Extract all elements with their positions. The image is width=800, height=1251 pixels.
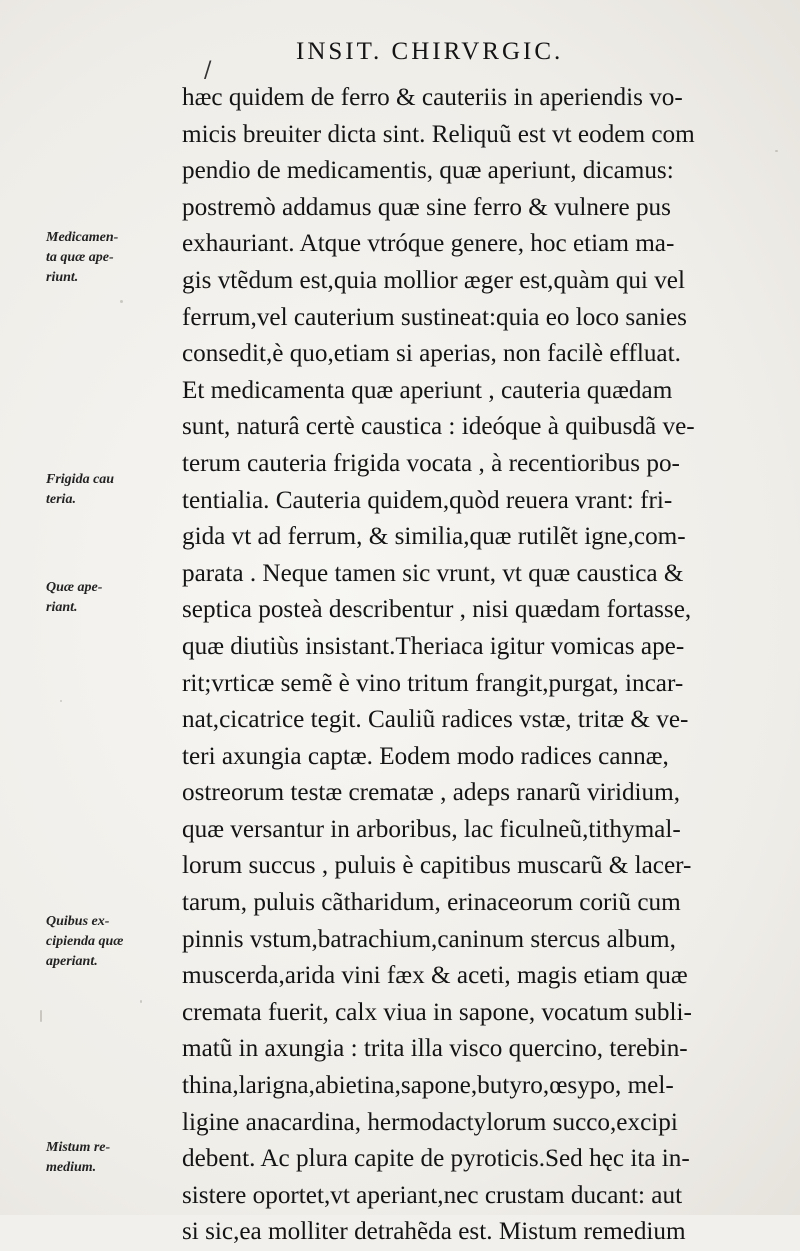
text-line: Et medicamenta quæ aperiunt , cauteria quædam — [182, 376, 673, 404]
text-line: cremata fuerit, calx viua in sapone, vocatum subli- — [182, 998, 692, 1026]
header-ornament: / — [204, 58, 212, 83]
text-line: teri axungia captæ. Eodem modo radices cannæ, — [182, 742, 669, 770]
margin-note-line: Quibus ex- — [46, 914, 110, 929]
text-line: terum cauteria frigida vocata , à recentioribus po- — [182, 449, 680, 477]
margin-note-quae-aperiant — [46, 578, 178, 618]
running-title: INSIT. CHIRVRGIC. — [296, 38, 564, 65]
margin-note-line: riunt. — [46, 270, 79, 285]
text-line: muscerda,arida vini fæx & aceti, magis etiam quæ — [182, 962, 688, 990]
margin-note-quibus — [46, 912, 178, 972]
text-line: ostreorum testæ crematæ , adeps ranarũ viridium, — [182, 779, 681, 807]
text-line: postremò addamus quæ sine ferro & vulnere pus — [182, 193, 671, 221]
text-line: quæ diutiùs insistant.Theriaca igitur vomicas ape- — [182, 632, 685, 660]
margin-note-line: aperiant. — [46, 954, 98, 969]
text-line: tentialia. Cauteria quidem,quòd reuera vrant: fri- — [182, 486, 673, 514]
text-line: thina,larigna,abietina,sapone,butyro,œsypo, mel- — [182, 1072, 674, 1100]
text-line: micis breuiter dicta sint. Reliquũ est vt eodem com — [182, 120, 695, 148]
text-line: debent. Ac plura capite de pyroticis.Sed hęc ita in- — [182, 1145, 690, 1173]
text-line: sunt, naturâ certè caustica : ideóque à quibusdã ve- — [182, 413, 695, 441]
text-line: hæc quidem de ferro & cauteriis in aperiendis vo- — [182, 84, 683, 111]
margin-note-line: Quæ ape- — [46, 580, 103, 595]
text-line: lorum succus , puluis è capitibus muscarũ & lacer- — [182, 852, 692, 880]
margin-note-line: medium. — [46, 1160, 97, 1175]
margin-note-line: Frigida cau — [46, 472, 115, 487]
margin-note-line: ta quæ ape- — [46, 250, 114, 265]
text-line: gida vt ad ferrum, & similia,quæ rutilẽt igne,com- — [182, 523, 686, 551]
margin-note-mistum — [46, 1138, 178, 1178]
margin-note-line: Medicamen- — [46, 230, 119, 245]
text-line: nat,cicatrice tegit. Cauliũ radices vstæ, tritæ & ve- — [182, 706, 689, 734]
text-line: exhauriant. Atque vtróque genere, hoc etiam ma- — [182, 230, 675, 258]
margin-note-line: riant. — [46, 600, 78, 615]
text-line: tarum, puluis cãtharidum, erinaceorum coriũ cum — [182, 889, 681, 917]
text-line: consedit,è quo,etiam si aperias, non facilè effluat. — [182, 340, 681, 368]
text-line: ligine anacardina, hermodactylorum succo,excipi — [182, 1108, 678, 1136]
paper-speck — [140, 1000, 142, 1003]
text-line: gis vtẽdum est,quia mollior æger est,quàm qui vel — [182, 266, 685, 294]
margin-note-line: Mistum re- — [46, 1140, 111, 1155]
margin-note-medicamenta — [46, 228, 178, 288]
margin-note-line: teria. — [46, 492, 76, 507]
text-line: matũ in axungia : trita illa visco quercino, terebin- — [182, 1035, 688, 1063]
margin-note-line: cipienda quæ — [46, 934, 124, 949]
paper-speck — [40, 1010, 42, 1022]
paper-speck — [60, 700, 62, 702]
text-line: quæ versantur in arboribus, lac ficulneũ,tithymal- — [182, 815, 681, 843]
text-line: septica posteà describentur , nisi quædam fortasse, — [182, 596, 692, 624]
text-line: pinnis vstum,batrachium,caninum stercus album, — [182, 925, 676, 953]
text-line: si sic,ea molliter detrahẽda est. Mistum remedium — [182, 1218, 686, 1246]
text-line: rit;vrticæ semẽ è vino tritum frangit,purgat, incar- — [182, 669, 684, 697]
paper-speck — [775, 150, 778, 152]
text-line: pendio de medicamentis, quæ aperiunt, dicamus: — [182, 157, 674, 185]
text-line: ferrum,vel cauterium sustineat:quia eo loco sanies — [182, 303, 687, 331]
text-line: sistere oportet,vt aperiant,nec crustam ducant: aut — [182, 1181, 683, 1209]
text-line: parata . Neque tamen sic vrunt, vt quæ caustica & — [182, 559, 684, 587]
main-text-block — [182, 80, 764, 1251]
margin-note-frigida — [46, 470, 178, 510]
paper-speck — [120, 300, 123, 303]
